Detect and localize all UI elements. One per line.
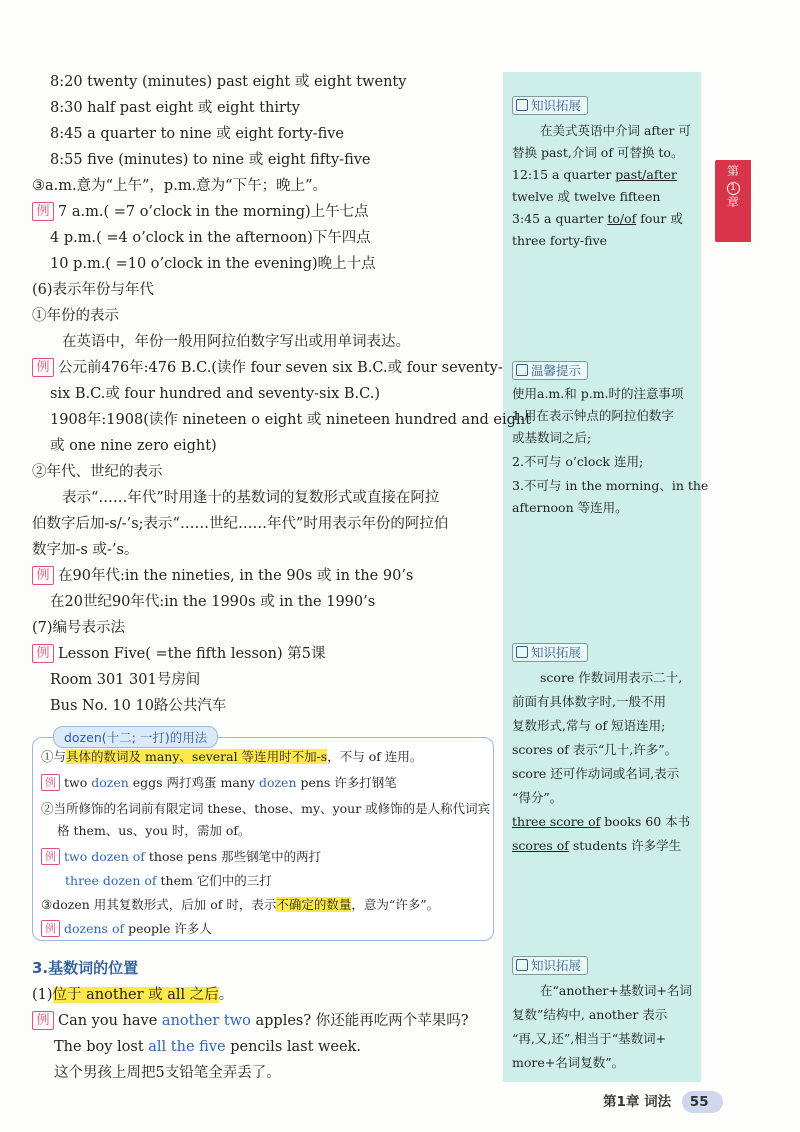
text: people 许多人	[124, 921, 212, 936]
example-line	[32, 1011, 469, 1031]
tag-label: 知识拓展	[531, 958, 582, 973]
example-marker-icon: 例	[32, 566, 54, 585]
note-text: afternoon 等连用。	[512, 500, 628, 515]
note-text: three forty-five	[512, 233, 608, 248]
lightbulb-icon	[516, 99, 528, 111]
subheading	[32, 985, 233, 1005]
note-tag	[512, 956, 588, 975]
note-text: more+名词复数”。	[512, 1055, 625, 1070]
example-line	[32, 644, 326, 664]
subheading-decade: ②年代、世纪的表示	[32, 464, 163, 480]
example-line	[32, 358, 503, 378]
example-marker-icon: 例	[41, 848, 60, 865]
text: ，意为“许多”。	[351, 897, 440, 912]
underlined: scores of	[512, 838, 569, 853]
dozen-usage-box	[32, 730, 494, 941]
example-line: 在20世纪90年代:in the 1990s 或 in the 1990’s	[50, 594, 376, 610]
text: students 许多学生	[568, 838, 682, 853]
example-line: Room 301 301号房间	[50, 672, 201, 688]
text: 12:15 a quarter	[512, 167, 616, 182]
time-example-3: 8:45 a quarter to nine 或 eight forty-five	[50, 126, 345, 142]
dozen-rule-3	[41, 896, 439, 914]
note-text: scores of 表示“几十,许多”。	[512, 742, 678, 757]
example-line: 1908年:1908(读作 nineteen o eight 或 nineteen hundred and eight	[50, 412, 532, 428]
example-marker-icon: 例	[32, 358, 54, 377]
text: books 60 本书	[600, 814, 691, 829]
note-text: 2.不可与 o’clock 连用;	[512, 454, 644, 469]
note-2	[512, 361, 709, 521]
dozen-box-title: dozen(十二; 一打)的用法	[53, 726, 218, 748]
note-text	[512, 837, 681, 855]
example-line: 或 one nine zero eight)	[50, 438, 217, 454]
note-text	[512, 210, 683, 228]
footer-chapter: 第1章 词法	[603, 1094, 672, 1110]
example-marker-icon: 例	[32, 644, 54, 663]
text: eggs 两打鸡蛋 many	[128, 775, 259, 790]
example-line	[41, 848, 321, 866]
text: two	[64, 775, 92, 790]
lightbulb-icon	[516, 646, 528, 658]
underlined: three score of	[512, 814, 601, 829]
note-text: “得分”。	[512, 790, 563, 805]
tag-label: 知识拓展	[531, 645, 582, 660]
keyword: dozens of	[64, 921, 125, 936]
note-3	[512, 643, 698, 853]
text: ③dozen 用其复数形式，后加 of 时，表示	[41, 897, 277, 912]
lightbulb-icon	[516, 959, 528, 971]
example-marker-icon: 例	[32, 1011, 54, 1030]
section-title-3: 3.基数词的位置	[32, 959, 139, 977]
text: four 或	[636, 211, 683, 226]
example-marker-icon: 例	[41, 774, 60, 791]
example-marker-icon: 例	[41, 920, 60, 937]
main-column	[32, 70, 532, 730]
keyword: three dozen of	[65, 873, 157, 888]
subheading-year: ①年份的表示	[32, 308, 119, 324]
note-text: 替换 past,介词 of 可替换 to。	[512, 145, 684, 160]
chapter-number: 1	[727, 182, 740, 195]
text: (1)	[32, 987, 53, 1003]
keyword: another two	[161, 1013, 251, 1029]
example-line	[32, 566, 413, 586]
chapter-tab	[715, 160, 751, 242]
note-4	[512, 956, 698, 1076]
section3-body	[32, 985, 502, 1095]
tag-label: 温馨提示	[531, 363, 582, 378]
example-line: 4 p.m.( =4 o’clock in the afternoon)下午四点	[50, 230, 371, 246]
note-text: 在美式英语中介词 after 可	[540, 123, 691, 138]
note-text: 1.用在表示钟点的阿拉伯数字	[512, 408, 674, 423]
text: Can you have	[58, 1013, 162, 1029]
underlined: past/after	[615, 167, 677, 182]
note-text: 3.不可与 in the morning、in the	[512, 478, 709, 493]
decade-rule: 表示“……年代”时用逢十的基数词的复数形式或直接在阿拉	[62, 490, 440, 506]
chapter-tab-bottom: 章	[726, 195, 739, 209]
note-text: 复数”结构中, another 表示	[512, 1007, 668, 1022]
example-text: 7 a.m.( =7 o’clock in the morning)上午七点	[58, 204, 369, 220]
note-tag	[512, 96, 588, 115]
text: pens 许多打钢笔	[296, 775, 397, 790]
text: ①与	[41, 749, 67, 764]
lightbulb-icon	[516, 364, 528, 376]
keyword: two dozen of	[64, 849, 145, 864]
example-translation: 这个男孩上周把5支铅笔全弄丢了。	[54, 1065, 281, 1081]
highlight: 位于 another 或 all 之后	[52, 987, 219, 1003]
highlight: 具体的数词及 many、several 等连用时不加-s	[66, 749, 328, 764]
example-text: 公元前476年:476 B.C.(读作 four seven six B.C.或 four seventy-	[58, 360, 503, 376]
note-text: “再,又,还”,相当于“基数词+	[512, 1031, 667, 1046]
example-line: 10 p.m.( =10 o’clock in the evening)晚上十点	[50, 256, 376, 272]
text: apples? 你还能再吃两个苹果吗?	[250, 1013, 469, 1029]
note-text: 前面有具体数字时,一般不用	[512, 694, 666, 709]
example-line	[41, 774, 397, 792]
example-line: six B.C.或 four hundred and seventy-six B.C.)	[50, 386, 381, 402]
dozen-rule-2: ②当所修饰的名词前有限定词 these、those、my、your 或修饰的是人称代词宾	[41, 801, 491, 816]
note-text: 或基数词之后;	[512, 430, 592, 445]
text: 3:45 a quarter	[512, 211, 608, 226]
decade-rule: 数字加-s 或-’s。	[32, 542, 139, 558]
example-line	[41, 920, 212, 938]
text: 。	[218, 987, 234, 1003]
example-line	[32, 202, 369, 222]
example-text: Lesson Five( =the fifth lesson) 第5课	[58, 646, 326, 662]
note-1	[512, 96, 698, 256]
dozen-rule-1	[41, 748, 422, 766]
text: ，不与 of 连用。	[327, 749, 423, 764]
chapter-tab-top: 第	[726, 164, 739, 178]
note-tag	[512, 361, 588, 380]
text: The boy lost	[54, 1039, 149, 1055]
note-text	[512, 166, 677, 184]
note-text: 复数形式,常与 of 短语连用;	[512, 718, 666, 733]
tag-label: 知识拓展	[531, 98, 582, 113]
dozen-rule-2-cont: 格 them、us、you 时，需加 of。	[57, 823, 251, 838]
keyword: all the five	[148, 1039, 226, 1055]
page-footer	[603, 1091, 723, 1113]
page-number: 55	[682, 1091, 723, 1113]
time-example-1: 8:20 twenty (minutes) past eight 或 eight twenty	[50, 74, 407, 90]
time-example-4: 8:55 five (minutes) to nine 或 eight fifty-five	[50, 152, 371, 168]
year-rule: 在英语中，年份一般用阿拉伯数字写出或用单词表达。	[62, 334, 410, 350]
example-marker-icon: 例	[32, 202, 54, 221]
text: those pens 那些钢笔中的两打	[144, 849, 322, 864]
note-text: twelve 或 twelve fifteen	[512, 189, 661, 204]
highlight: 不确定的数量	[276, 897, 352, 912]
note-text: score 作数词用表示二十,	[540, 670, 683, 685]
section-heading-6: (6)表示年份与年代	[32, 282, 155, 298]
note-tag	[512, 643, 588, 662]
note-text: score 还可作动词或名词,表示	[512, 766, 680, 781]
text: pencils last week.	[225, 1039, 361, 1055]
note-text: 使用a.m.和 p.m.时的注意事项	[512, 386, 684, 401]
example-text: 在90年代:in the nineties, in the 90s 或 in the 90’s	[58, 568, 414, 584]
keyword: dozen	[91, 775, 129, 790]
time-example-2: 8:30 half past eight 或 eight thirty	[50, 100, 300, 116]
text: them 它们中的三打	[156, 873, 272, 888]
keyword: dozen	[258, 775, 297, 790]
section-heading-7: (7)编号表示法	[32, 620, 126, 636]
note-text: 在“another+基数词+名词	[540, 983, 692, 998]
example-line	[65, 872, 272, 890]
note-text	[512, 813, 690, 831]
example-line: Bus No. 10 10路公共汽车	[50, 698, 227, 714]
decade-rule: 伯数字后加-s/-’s;表示“……世纪……年代”时用表示年份的阿拉伯	[32, 516, 449, 532]
underlined: to/of	[607, 211, 637, 226]
ampm-rule: ③a.m.意为“上午”，p.m.意为“下午；晚上”。	[32, 178, 328, 194]
example-line	[54, 1037, 361, 1057]
